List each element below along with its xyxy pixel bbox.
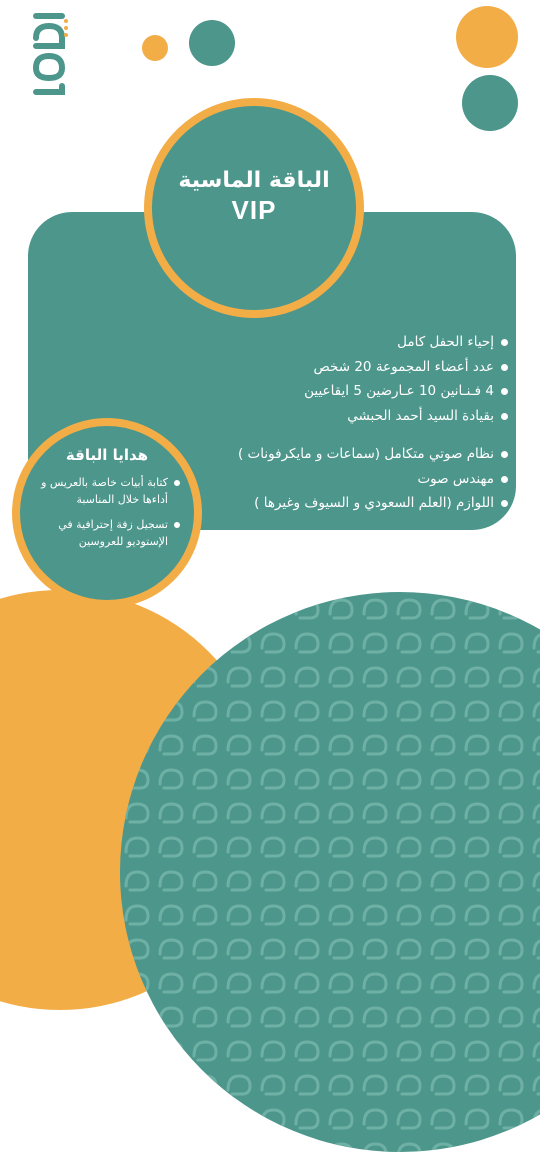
feature-text: اللوازم (العلم السعودي و السيوف وغيرها ) <box>254 495 494 511</box>
decor-circle-orange-small <box>142 35 168 61</box>
bullet-icon <box>501 476 508 483</box>
feature-item <box>170 355 510 380</box>
decor-circle-teal-top <box>189 20 235 66</box>
decor-circle-teal-bottom <box>120 592 540 1152</box>
feature-item <box>170 379 510 404</box>
feature-text: مهندس صوت <box>417 470 494 487</box>
gift-item <box>30 474 180 508</box>
features-group-1 <box>170 330 510 428</box>
features-list <box>170 330 510 516</box>
package-tier: VIP <box>231 195 277 225</box>
bullet-icon <box>501 413 508 420</box>
bullet-icon <box>501 500 508 507</box>
bullet-icon <box>174 522 180 528</box>
bullet-icon <box>501 451 508 458</box>
feature-text: إحياء الحفل كامل <box>397 334 494 350</box>
feature-text: عدد أعضاء المجموعة 20 شخص <box>313 358 494 375</box>
feature-text: 4 فـنـانين 10 عـارضين 5 ايقاعيين <box>304 383 494 399</box>
bullet-icon <box>174 480 180 486</box>
decor-circle-teal-right <box>462 75 518 131</box>
package-title <box>152 168 356 226</box>
logo-mark <box>28 8 70 98</box>
brand-logo <box>28 8 70 98</box>
feature-item <box>170 330 510 355</box>
features-group-2 <box>170 442 510 516</box>
gift-text: كتابة أبيات خاصة بالعريس و أداءها خلال المناسبة <box>41 476 168 506</box>
package-name: الباقة الماسية <box>178 168 330 193</box>
feature-item <box>170 404 510 429</box>
gift-item <box>30 516 180 550</box>
gifts-section <box>20 446 194 558</box>
decor-circle-orange-top <box>456 6 518 68</box>
bullet-icon <box>501 339 508 346</box>
feature-text: نظام صوتي متكامل (سماعات و مايكرفونات ) <box>238 446 494 462</box>
gift-text: تسجيل زفة إحترافية في الإستوديو للعروسين <box>58 518 168 548</box>
pattern-overlay <box>120 592 540 1152</box>
bullet-icon <box>501 364 508 371</box>
bullet-icon <box>501 388 508 395</box>
feature-text: بقيادة السيد أحمد الحبشي <box>347 407 494 424</box>
gifts-title: هدايا الباقة <box>65 446 149 464</box>
feature-item <box>170 467 510 492</box>
feature-item <box>170 442 510 467</box>
feature-item <box>170 491 510 516</box>
gifts-list <box>20 474 194 550</box>
